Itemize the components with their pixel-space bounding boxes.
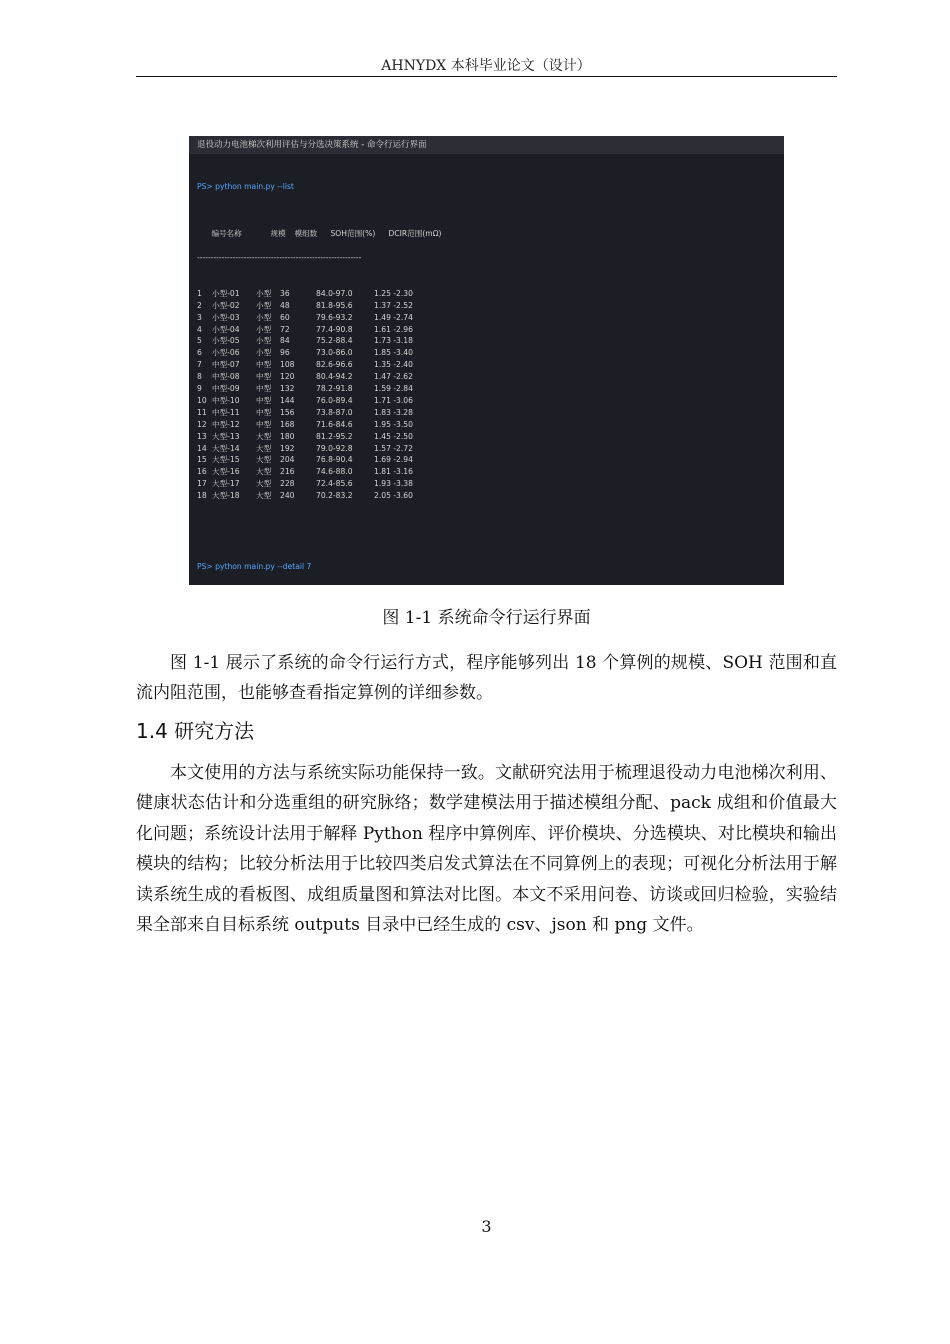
table-row	[197, 383, 784, 395]
detail-command: PS> python main.py --detail 7	[197, 562, 312, 572]
table-cell: 大型	[256, 491, 272, 501]
table-row	[197, 395, 784, 407]
table-cell: 71.6-84.6	[316, 419, 353, 429]
table-row	[197, 466, 784, 478]
table-cell: 81.8-95.6	[316, 300, 353, 310]
table-cell: 1.59 -2.84	[374, 384, 413, 394]
table-cell: 2.05 -3.60	[374, 491, 413, 501]
table-cell: 73.8-87.0	[316, 407, 353, 417]
table-cell: 小型-05	[212, 336, 240, 346]
table-row	[197, 419, 784, 431]
table-cell: 中型-08	[212, 372, 240, 382]
table-cell: 74.6-88.0	[316, 467, 353, 477]
header-rule	[136, 76, 837, 77]
table-cell: 1.37 -2.52	[374, 300, 413, 310]
table-cell: 13	[197, 431, 207, 441]
table-cell: 小型-02	[212, 300, 240, 310]
table-cell: 16	[197, 467, 207, 477]
table-cell: 192	[280, 443, 295, 453]
table-header	[197, 217, 784, 239]
section-heading: 1.4 研究方法	[136, 719, 255, 743]
table-cell: 中型-12	[212, 419, 240, 429]
table-cell: 5	[197, 336, 202, 346]
table-cell: 1.57 -2.72	[374, 443, 413, 453]
table-cell: 小型	[256, 348, 272, 358]
table-cell: 大型	[256, 467, 272, 477]
table-cell: 大型	[256, 443, 272, 453]
table-row	[197, 312, 784, 324]
table-cell: 1.71 -3.06	[374, 395, 413, 405]
table-cell: 216	[280, 467, 295, 477]
table-cell: 82.6-96.6	[316, 360, 353, 370]
table-cell: 小型	[256, 324, 272, 334]
table-cell: 132	[280, 384, 295, 394]
table-cell: 小型	[256, 336, 272, 346]
table-cell: 中型	[256, 395, 272, 405]
table-row	[197, 300, 784, 312]
list-command: PS> python main.py --list	[197, 181, 294, 191]
table-cell: 17	[197, 479, 207, 489]
table-row	[197, 431, 784, 443]
table-cell: 小型-01	[212, 288, 240, 298]
table-cell: 中型-09	[212, 384, 240, 394]
table-cell: 中型	[256, 407, 272, 417]
table-cell: 6	[197, 348, 202, 358]
table-cell: 60	[280, 312, 290, 322]
table-cell: 77.4-90.8	[316, 324, 353, 334]
table-cell: 中型	[256, 372, 272, 382]
table-cell: 小型	[256, 288, 272, 298]
body-paragraph: 图 1-1 展示了系统的命令行运行方式，程序能够列出 18 个算例的规模、SOH 范围和直流内阻范围，也能够查看指定算例的详细参数。	[136, 653, 837, 704]
table-row	[197, 347, 784, 359]
table-cell: 48	[280, 300, 290, 310]
table-cell: 10	[197, 395, 207, 405]
table-cell: 9	[197, 384, 202, 394]
table-cell: 1.35 -2.40	[374, 360, 413, 370]
table-cell: 1.81 -3.16	[374, 467, 413, 477]
table-cell: 1.45 -2.50	[374, 431, 413, 441]
table-cell: 72	[280, 324, 290, 334]
table-cell: 79.0-92.8	[316, 443, 353, 453]
table-cell: 80.4-94.2	[316, 372, 353, 382]
column-header: 模组数	[294, 229, 318, 239]
terminal-screenshot	[189, 136, 784, 585]
table-cell: 3	[197, 312, 202, 322]
table-cell: 76.0-89.4	[316, 395, 353, 405]
terminal-title: 退役动力电池梯次利用评估与分选决策系统 - 命令行运行界面	[189, 136, 784, 154]
table-cell: 75.2-88.4	[316, 336, 353, 346]
table-cell: 228	[280, 479, 295, 489]
table-cell: 76.8-90.4	[316, 455, 353, 465]
table-cell: 中型	[256, 360, 272, 370]
table-cell: 小型	[256, 300, 272, 310]
table-cell: 144	[280, 395, 295, 405]
table-cell: 1.61 -2.96	[374, 324, 413, 334]
page-number: 3	[481, 1217, 492, 1236]
table-cell: 1.25 -2.30	[374, 288, 413, 298]
table-cell: 156	[280, 407, 295, 417]
table-cell: 70.2-83.2	[316, 491, 353, 501]
table-cell: 204	[280, 455, 295, 465]
table-cell: 大型	[256, 455, 272, 465]
table-cell: 中型	[256, 384, 272, 394]
table-row	[197, 324, 784, 336]
table-cell: 1.49 -2.74	[374, 312, 413, 322]
table-cell: 36	[280, 288, 290, 298]
table-cell: 15	[197, 455, 207, 465]
table-cell: 中型-10	[212, 395, 240, 405]
table-cell: 1.47 -2.62	[374, 372, 413, 382]
table-cell: 73.0-86.0	[316, 348, 353, 358]
body-paragraph: 本文使用的方法与系统实际功能保持一致。文献研究法用于梳理退役动力电池梯次利用、健康状态估计和分选重组的研究脉络；数学建模法用于描述模组分配、pack 成组和价值最大化问题；系统设计法用于解释 Python 程序中算例库、评价模块、分选模块、对比模块和输出模块的结构；比较分析法用于比较四类启发式算法在不同算例上的表现；可视化分析法用于解读系统生成的看板图、成组质量图和算法对比图。本文不采用问卷、访谈或回归检验，实验结果全部来自目标系统 outputs 目录中已经生成的 csv、json 和 png 文件。	[136, 763, 837, 936]
table-cell: 大型-16	[212, 467, 240, 477]
table-row	[197, 407, 784, 419]
table-cell: 小型	[256, 312, 272, 322]
table-cell: 1.93 -3.38	[374, 479, 413, 489]
table-cell: 大型-17	[212, 479, 240, 489]
table-cell: 81.2-95.2	[316, 431, 353, 441]
separator-line: ------------------------------------------------------------	[197, 253, 362, 263]
column-header: 编号	[211, 229, 227, 239]
table-cell: 84	[280, 336, 290, 346]
page-header: AHNYDX 本科毕业论文（设计）	[381, 58, 591, 74]
table-cell: 大型	[256, 479, 272, 489]
table-cell: 中型-07	[212, 360, 240, 370]
table-row	[197, 335, 784, 347]
table-cell: 4	[197, 324, 202, 334]
column-header: 名称	[226, 229, 242, 239]
table-cell: 1.73 -3.18	[374, 336, 413, 346]
table-cell: 中型-11	[212, 407, 240, 417]
column-header: SOH范围(%)	[330, 229, 376, 239]
table-cell: 1.85 -3.40	[374, 348, 413, 358]
table-cell: 180	[280, 431, 295, 441]
table-cell: 大型-18	[212, 491, 240, 501]
table-cell: 大型-15	[212, 455, 240, 465]
table-cell: 120	[280, 372, 295, 382]
table-cell: 1.69 -2.94	[374, 455, 413, 465]
table-cell: 1	[197, 288, 202, 298]
table-cell: 1.95 -3.50	[374, 419, 413, 429]
table-cell: 240	[280, 491, 295, 501]
table-cell: 中型	[256, 419, 272, 429]
table-cell: 78.2-91.8	[316, 384, 353, 394]
table-row	[197, 288, 784, 300]
terminal-body	[189, 154, 784, 585]
table-cell: 11	[197, 407, 207, 417]
table-row	[197, 371, 784, 383]
blank-line	[197, 526, 784, 538]
table-cell: 12	[197, 419, 207, 429]
table-cell: 108	[280, 360, 295, 370]
table-cell: 7	[197, 360, 202, 370]
table-row	[197, 443, 784, 455]
table-cell: 大型-13	[212, 431, 240, 441]
table-cell: 小型-04	[212, 324, 240, 334]
table-cell: 79.6-93.2	[316, 312, 353, 322]
table-cell: 2	[197, 300, 202, 310]
table-cell: 大型-14	[212, 443, 240, 453]
table-row	[197, 454, 784, 466]
table-cell: 小型-06	[212, 348, 240, 358]
table-cell: 96	[280, 348, 290, 358]
table-cell: 14	[197, 443, 207, 453]
table-cell: 1.83 -3.28	[374, 407, 413, 417]
table-cell: 72.4-85.6	[316, 479, 353, 489]
table-cell: 168	[280, 419, 295, 429]
table-cell: 18	[197, 491, 207, 501]
column-header: 规模	[270, 229, 286, 239]
table-row	[197, 478, 784, 490]
figure-caption: 图 1-1 系统命令行运行界面	[382, 608, 591, 628]
table-rows	[197, 288, 784, 502]
column-header: DCIR范围(mΩ)	[388, 229, 442, 239]
table-cell: 8	[197, 372, 202, 382]
table-cell: 小型-03	[212, 312, 240, 322]
table-cell: 84.0-97.0	[316, 288, 353, 298]
table-cell: 大型	[256, 431, 272, 441]
table-row	[197, 359, 784, 371]
table-row	[197, 490, 784, 502]
